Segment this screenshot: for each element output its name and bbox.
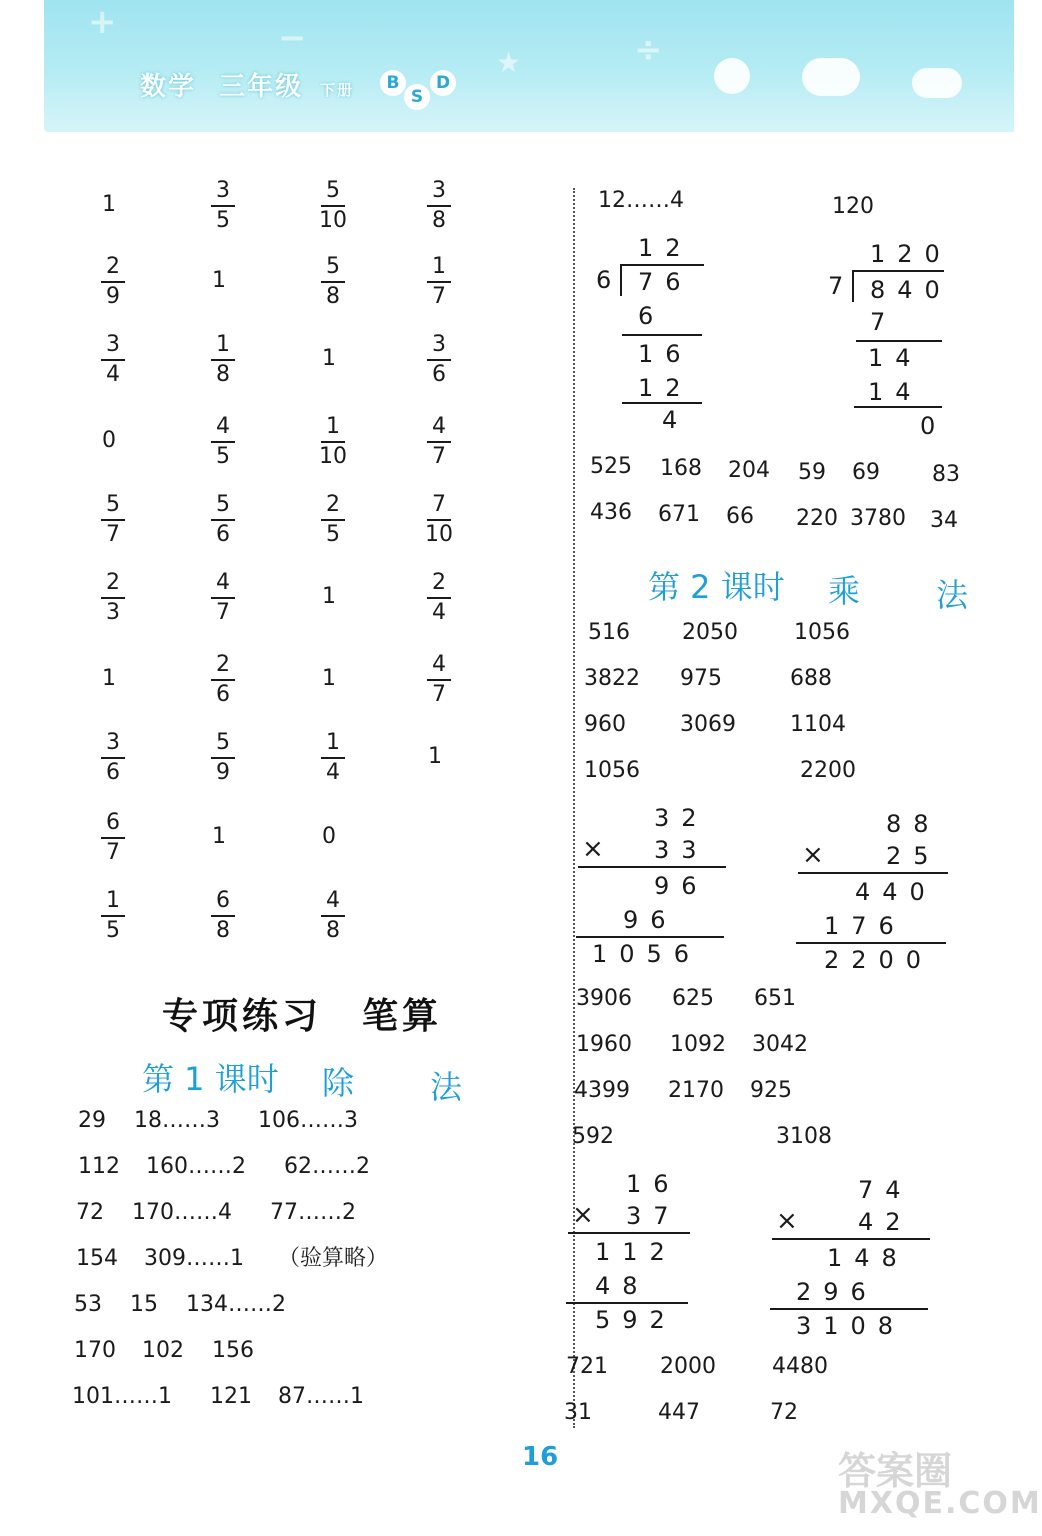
answer-value: 1092: [670, 1032, 726, 1057]
numerator: 5: [216, 730, 230, 755]
fraction-answer: [206, 494, 240, 546]
multiplication-line: [772, 1238, 930, 1240]
division2-quotient: 120: [870, 240, 952, 268]
numerator: 1: [326, 730, 340, 755]
answer-value: 436: [590, 500, 632, 525]
fraction-answer: [96, 812, 130, 864]
numerator: 1: [106, 888, 120, 913]
answer-value: 106……3: [258, 1108, 358, 1133]
header-title: [140, 66, 354, 103]
division1-step2: 12: [638, 374, 693, 402]
division1-step1: 6: [638, 302, 666, 330]
mul-result: 2200: [824, 946, 934, 974]
answer-value: 2000: [660, 1354, 716, 1379]
denominator: 7: [106, 839, 120, 865]
denominator: 4: [432, 599, 446, 625]
volume-label: 下册: [320, 81, 355, 99]
denominator: 7: [432, 283, 446, 309]
fraction-answer: [96, 494, 130, 546]
division1-divisor: 6: [596, 266, 624, 294]
answer-value: 1056: [584, 758, 640, 783]
answer-value: 72: [770, 1400, 798, 1425]
answer-value: 2170: [668, 1078, 724, 1103]
multiplication-line: [578, 866, 726, 868]
numerator: 3: [106, 730, 120, 755]
answer-value: 34: [930, 508, 958, 533]
multiplication-line: [796, 942, 946, 944]
mul-a: 88: [886, 810, 941, 838]
denominator: 7: [432, 681, 446, 707]
division2-remainder1: 14: [868, 344, 923, 372]
answer-value: 1056: [794, 620, 850, 645]
numerator: 3: [106, 332, 120, 357]
answer-value: 220: [796, 506, 838, 531]
answer-value: 447: [658, 1400, 700, 1425]
multiplication-line: [798, 872, 948, 874]
fraction-answer: [316, 890, 350, 942]
answer-value: 15: [130, 1292, 158, 1317]
answer-value: 2200: [800, 758, 856, 783]
mul-b: 25: [886, 842, 941, 870]
fraction-answer: [422, 416, 456, 468]
answer-value: 3042: [752, 1032, 808, 1057]
numerator: 1: [216, 332, 230, 357]
fraction-answer: [422, 256, 456, 308]
mul-a: 16: [626, 1170, 681, 1198]
answer-value: 3108: [776, 1124, 832, 1149]
star-decoration-icon: ★: [496, 46, 522, 79]
numerator: 3: [432, 332, 446, 357]
fraction-answer: [316, 256, 350, 308]
page-header-banner: [44, 0, 1014, 132]
numerator: 1: [326, 414, 340, 439]
multiplication-line: [568, 1232, 690, 1234]
whole-answer: 1: [322, 346, 336, 371]
whole-answer: 1: [322, 584, 336, 609]
denominator: 6: [216, 681, 230, 707]
fraction-answer: [96, 732, 130, 784]
answer-value: 83: [932, 462, 960, 487]
numerator: 5: [216, 492, 230, 517]
numerator: 3: [216, 178, 230, 203]
grade-label: 三年级: [219, 72, 304, 102]
division-line: [622, 334, 702, 336]
answer-value: 3822: [584, 666, 640, 691]
answer-value: 516: [588, 620, 630, 645]
numerator: 3: [432, 178, 446, 203]
denominator: 10: [319, 443, 347, 469]
answer-value: 18……3: [134, 1108, 220, 1133]
mul-p1: 112: [595, 1238, 677, 1266]
answer-value: 1104: [790, 712, 846, 737]
fraction-answer: [316, 180, 350, 232]
numerator: 5: [106, 492, 120, 517]
fraction-answer: [422, 494, 456, 546]
fraction-answer: [206, 180, 240, 232]
times-sign-icon: ×: [776, 1206, 798, 1236]
answer-value: 4480: [772, 1354, 828, 1379]
division1-remainder1: 16: [638, 340, 693, 368]
minus-decoration-icon: −: [278, 18, 307, 58]
denominator: 8: [326, 917, 340, 943]
denominator: 7: [106, 521, 120, 547]
answer-value: 1960: [576, 1032, 632, 1057]
numerator: 4: [216, 570, 230, 595]
mul-b: 42: [858, 1208, 913, 1236]
denominator: 8: [326, 283, 340, 309]
answer-value: 925: [750, 1078, 792, 1103]
section-title: 专项练习 笔算: [162, 996, 443, 1037]
whole-answer: 1: [212, 268, 226, 293]
fraction-answer: [206, 334, 240, 386]
mul-p2: 48: [595, 1272, 650, 1300]
edition-letter-s: S: [404, 84, 430, 110]
mul-p2: 296: [796, 1278, 878, 1306]
answer-value: 156: [212, 1338, 254, 1363]
edition-letter-b: B: [380, 70, 406, 96]
whole-answer: 0: [102, 428, 116, 453]
fraction-answer: [316, 494, 350, 546]
denominator: 6: [106, 759, 120, 785]
denominator: 7: [216, 599, 230, 625]
answer-value: 309……1: [144, 1246, 244, 1271]
fraction-answer: [206, 732, 240, 784]
fraction-answer: [422, 334, 456, 386]
numerator: 2: [106, 570, 120, 595]
answer-value: 101……1: [72, 1384, 172, 1409]
answer-value: 721: [566, 1354, 608, 1379]
lesson1-topic-char2: 法: [430, 1068, 463, 1106]
mul-p1: 96: [654, 872, 709, 900]
mul-p1: 148: [827, 1244, 909, 1272]
denominator: 10: [425, 521, 453, 547]
numerator: 6: [106, 810, 120, 835]
lesson2-topic-char2: 法: [936, 576, 969, 614]
fraction-answer: [422, 654, 456, 706]
answer-value: 53: [74, 1292, 102, 1317]
answer-value: 625: [672, 986, 714, 1011]
denominator: 5: [106, 917, 120, 943]
answer-value: 2050: [682, 620, 738, 645]
fraction-answer: [422, 572, 456, 624]
numerator: 4: [326, 888, 340, 913]
watermark-logo: 答案圈: [838, 1449, 953, 1493]
division2-answer: 120: [832, 194, 874, 219]
answer-value: 112: [78, 1154, 120, 1179]
cloud-icon: [802, 58, 860, 96]
denominator: 4: [106, 361, 120, 387]
numerator: 2: [432, 570, 446, 595]
numerator: 1: [432, 254, 446, 279]
answer-value: 960: [584, 712, 626, 737]
denominator: 9: [216, 759, 230, 785]
numerator: 4: [216, 414, 230, 439]
fraction-answer: [206, 572, 240, 624]
denominator: 8: [216, 917, 230, 943]
lesson1-title: 第 1 课时: [142, 1060, 279, 1098]
answer-value: 154: [76, 1246, 118, 1271]
division2-step2: 14: [868, 378, 923, 406]
answer-value: 975: [680, 666, 722, 691]
fraction-answer: [422, 180, 456, 232]
whole-answer: 1: [322, 666, 336, 691]
answer-value: 3069: [680, 712, 736, 737]
answer-value: 204: [728, 458, 770, 483]
answer-value: 102: [142, 1338, 184, 1363]
answer-value: 592: [572, 1124, 614, 1149]
times-sign-icon: ×: [572, 1200, 594, 1230]
denominator: 10: [319, 207, 347, 233]
answer-value: 170: [74, 1338, 116, 1363]
fraction-answer: [316, 732, 350, 784]
fraction-answer: [206, 890, 240, 942]
whole-answer: 1: [428, 744, 442, 769]
denominator: 4: [326, 759, 340, 785]
answer-value: 59: [798, 460, 826, 485]
division-bar: [852, 270, 944, 272]
answer-value: 31: [564, 1400, 592, 1425]
denominator: 8: [432, 207, 446, 233]
numerator: 2: [326, 492, 340, 517]
denominator: 5: [216, 207, 230, 233]
lesson1-topic-char1: 除: [322, 1064, 355, 1102]
lesson2-title: 第 2 课时: [648, 568, 785, 606]
division-line: [856, 340, 942, 342]
answer-value: 62……2: [284, 1154, 370, 1179]
page-number: 16: [522, 1442, 559, 1472]
column-divider: [573, 188, 575, 1428]
fraction-answer: [316, 416, 350, 468]
answer-value: 29: [78, 1108, 106, 1133]
answer-value: 3780: [850, 506, 906, 531]
division1-dividend: 76: [638, 268, 693, 296]
denominator: 5: [216, 443, 230, 469]
denominator: 7: [432, 443, 446, 469]
division2-step1: 7: [870, 308, 898, 336]
answer-value: 87……1: [278, 1384, 364, 1409]
denominator: 6: [432, 361, 446, 387]
denominator: 3: [106, 599, 120, 625]
cloud-icon: [912, 68, 962, 98]
mul-result: 592: [595, 1306, 677, 1334]
answer-value: 77……2: [270, 1200, 356, 1225]
watermark-url: MXQE.COM: [838, 1486, 1042, 1521]
whole-answer: 1: [102, 192, 116, 217]
answer-value: 66: [726, 504, 754, 529]
answer-value: 688: [790, 666, 832, 691]
plus-decoration-icon: +: [88, 2, 117, 42]
edition-letter-d: D: [430, 70, 456, 96]
times-sign-icon: ×: [582, 834, 604, 864]
mul-result: 1056: [592, 940, 702, 968]
numerator: 5: [326, 254, 340, 279]
answer-value: 72: [76, 1200, 104, 1225]
answer-value: 170……4: [132, 1200, 232, 1225]
mul-p2: 96: [623, 906, 678, 934]
division1-quotient: 12: [638, 234, 693, 262]
answer-value: 160……2: [146, 1154, 246, 1179]
multiplication-line: [576, 936, 724, 938]
multiplication-line: [770, 1308, 928, 1310]
whole-answer: 1: [212, 824, 226, 849]
mul-p2: 176: [824, 912, 906, 940]
mul-a: 74: [858, 1176, 913, 1204]
numerator: 5: [326, 178, 340, 203]
mul-b: 33: [654, 836, 709, 864]
division2-divisor: 7: [828, 272, 856, 300]
division1-final-remainder: 4: [662, 406, 690, 434]
fraction-answer: [96, 890, 130, 942]
answer-value: 134……2: [186, 1292, 286, 1317]
fraction-answer: [96, 572, 130, 624]
denominator: 8: [216, 361, 230, 387]
divide-decoration-icon: ÷: [634, 30, 663, 70]
answer-value: 525: [590, 454, 632, 479]
numerator: 2: [106, 254, 120, 279]
answer-value: 671: [658, 502, 700, 527]
answer-value: 4399: [574, 1078, 630, 1103]
numerator: 6: [216, 888, 230, 913]
numerator: 7: [432, 492, 446, 517]
sun-icon: [714, 58, 750, 94]
fraction-answer: [96, 256, 130, 308]
answer-value: 651: [754, 986, 796, 1011]
division2-final-remainder: 0: [920, 412, 948, 440]
answer-value: 69: [852, 460, 880, 485]
mul-result: 3108: [796, 1312, 906, 1340]
answer-value: 121: [210, 1384, 252, 1409]
subject-label: 数学: [140, 72, 197, 102]
multiplication-line: [566, 1302, 688, 1304]
division1-answer: 12……4: [598, 188, 684, 213]
division2-dividend: 840: [870, 276, 952, 304]
division-bar: [620, 264, 704, 266]
denominator: 9: [106, 283, 120, 309]
mul-p1: 440: [855, 878, 937, 906]
lesson2-topic-char1: 乘: [828, 572, 861, 610]
fraction-answer: [96, 334, 130, 386]
denominator: 5: [326, 521, 340, 547]
division-line: [622, 402, 702, 404]
times-sign-icon: ×: [802, 840, 824, 870]
division-line: [854, 406, 942, 408]
answer-value: （验算略）: [278, 1246, 389, 1271]
fraction-answer: [206, 416, 240, 468]
mul-b: 37: [626, 1202, 681, 1230]
fraction-answer: [206, 654, 240, 706]
numerator: 2: [216, 652, 230, 677]
mul-a: 32: [654, 804, 709, 832]
answer-value: 3906: [576, 986, 632, 1011]
numerator: 4: [432, 414, 446, 439]
whole-answer: 1: [102, 666, 116, 691]
answer-value: 168: [660, 456, 702, 481]
numerator: 4: [432, 652, 446, 677]
whole-answer: 0: [322, 824, 336, 849]
denominator: 6: [216, 521, 230, 547]
